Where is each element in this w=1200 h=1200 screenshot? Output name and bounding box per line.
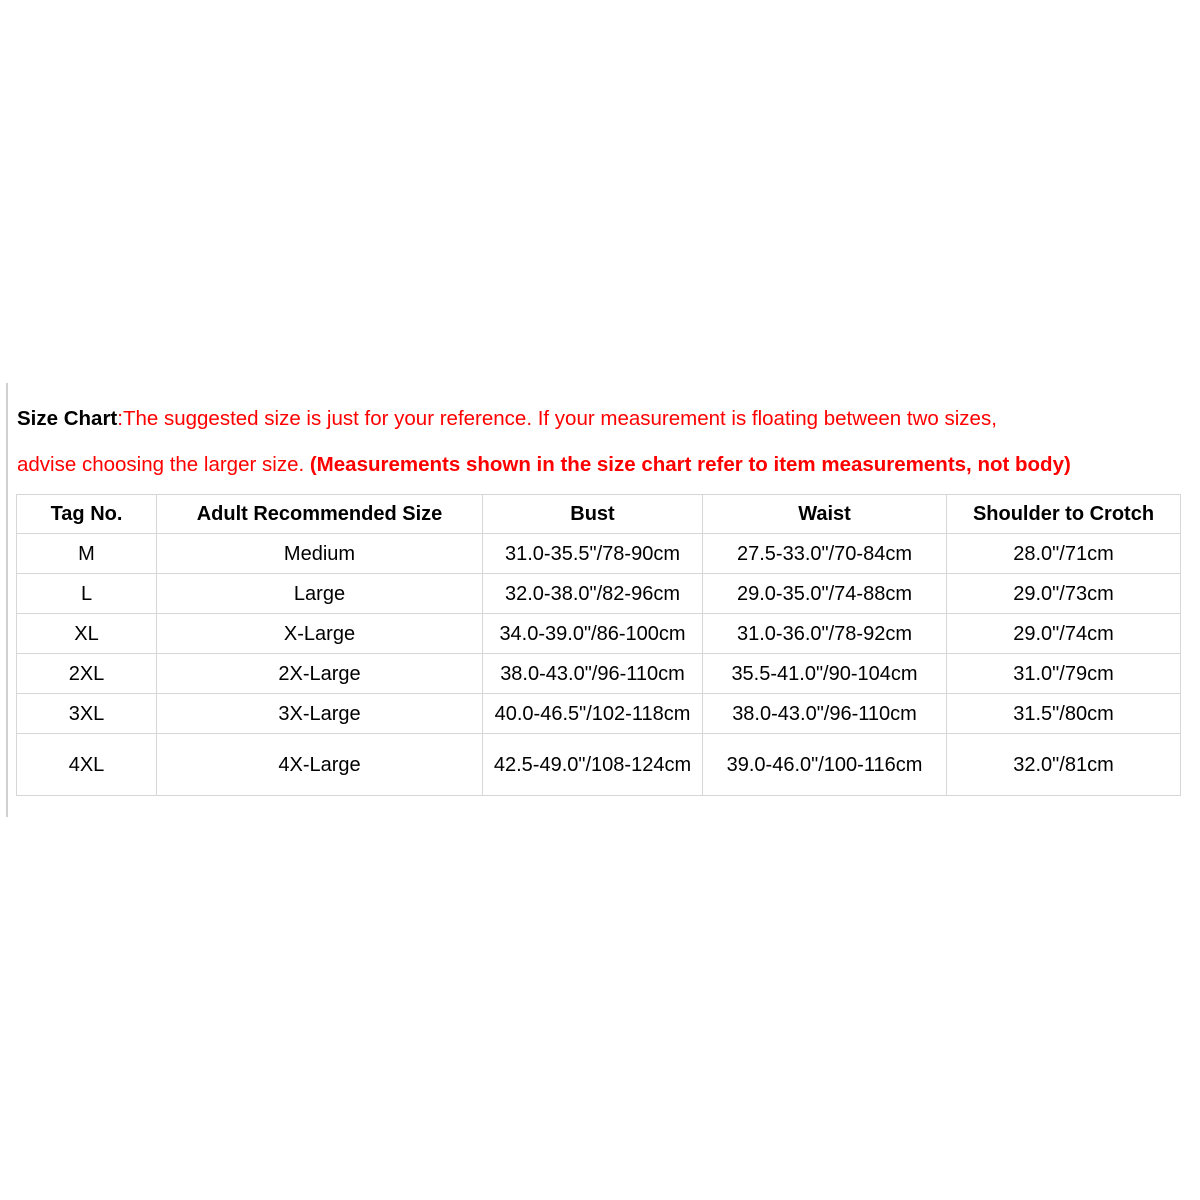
cell-shoulder-to-crotch: 29.0"/73cm [947,574,1181,614]
cell-adult-size: Large [157,574,483,614]
cell-waist: 38.0-43.0"/96-110cm [703,694,947,734]
measurement-note: (Measurements shown in the size chart refer to item measurements, not body) [309,453,1071,476]
left-divider [6,383,8,817]
cell-adult-size: X-Large [157,614,483,654]
cell-tag-no: M [17,534,157,574]
table-row [17,614,1181,654]
table-row [17,574,1181,614]
header-bust: Bust [483,495,703,534]
cell-bust: 40.0-46.5"/102-118cm [483,694,703,734]
header-adult-recommended-size: Adult Recommended Size [157,495,483,534]
cell-adult-size: Medium [157,534,483,574]
cell-waist: 29.0-35.0"/74-88cm [703,574,947,614]
header-tag-no: Tag No. [17,495,157,534]
table-header-row [17,495,1181,534]
cell-waist: 27.5-33.0"/70-84cm [703,534,947,574]
cell-bust: 34.0-39.0"/86-100cm [483,614,703,654]
cell-tag-no: L [17,574,157,614]
cell-bust: 32.0-38.0"/82-96cm [483,574,703,614]
cell-waist: 39.0-46.0"/100-116cm [703,734,947,796]
intro-text-line-1: The suggested size is just for your reference. If your measurement is floating between two sizes, [122,407,997,430]
size-chart-label: Size Chart [17,407,118,430]
cell-tag-no: 3XL [17,694,157,734]
cell-tag-no: 4XL [17,734,157,796]
cell-waist: 35.5-41.0"/90-104cm [703,654,947,694]
cell-bust: 38.0-43.0"/96-110cm [483,654,703,694]
size-chart-table [16,494,1181,796]
cell-shoulder-to-crotch: 29.0"/74cm [947,614,1181,654]
intro-line-1 [17,396,1182,442]
cell-shoulder-to-crotch: 31.0"/79cm [947,654,1181,694]
intro-text-line-2: advise choosing the larger size. [17,453,310,476]
intro-line-2 [17,442,1182,488]
table-row [17,734,1181,796]
cell-tag-no: 2XL [17,654,157,694]
cell-shoulder-to-crotch: 28.0"/71cm [947,534,1181,574]
cell-adult-size: 2X-Large [157,654,483,694]
intro-colon: : [117,407,123,430]
size-chart-intro [17,396,1182,488]
cell-bust: 31.0-35.5"/78-90cm [483,534,703,574]
header-waist: Waist [703,495,947,534]
cell-tag-no: XL [17,614,157,654]
table-row [17,694,1181,734]
cell-shoulder-to-crotch: 31.5"/80cm [947,694,1181,734]
cell-adult-size: 4X-Large [157,734,483,796]
table-row [17,534,1181,574]
cell-waist: 31.0-36.0"/78-92cm [703,614,947,654]
table-row [17,654,1181,694]
cell-bust: 42.5-49.0"/108-124cm [483,734,703,796]
header-shoulder-to-crotch: Shoulder to Crotch [947,495,1181,534]
cell-adult-size: 3X-Large [157,694,483,734]
cell-shoulder-to-crotch: 32.0"/81cm [947,734,1181,796]
